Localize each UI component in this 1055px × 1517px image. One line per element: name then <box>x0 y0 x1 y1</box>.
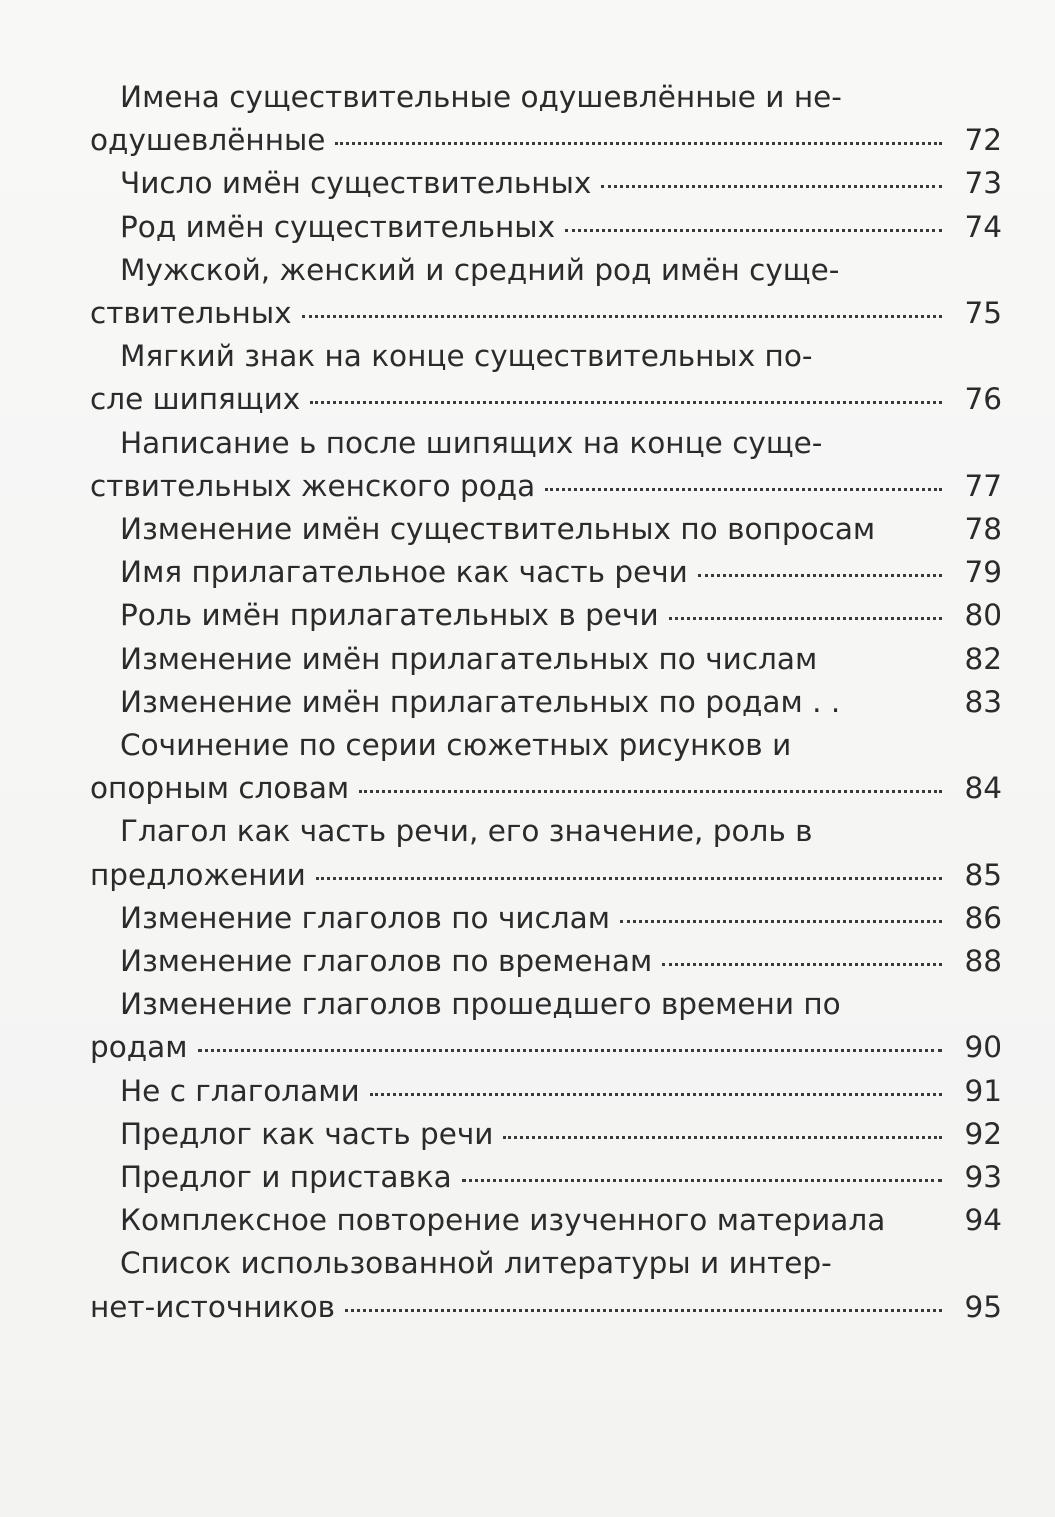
toc-entry <box>90 897 1002 940</box>
toc-page-number: 86 <box>964 900 1002 935</box>
toc-entry <box>90 76 1002 162</box>
toc-entry-row <box>90 854 1002 897</box>
toc-entry-title: Имя прилагательное как часть речи <box>120 555 688 590</box>
dot-leader <box>462 1177 942 1182</box>
toc-entry-title: Изменение имён прилагательных по родам . . <box>120 684 841 719</box>
toc-entry-row <box>90 206 1002 249</box>
toc-entry-row <box>90 378 1002 421</box>
toc-page-number: 92 <box>964 1116 1002 1151</box>
toc-page-number: 95 <box>964 1289 1002 1324</box>
toc-entry <box>90 206 1002 249</box>
dot-leader <box>669 615 942 620</box>
toc-entry-title-line: Список использованной литературы и интер- <box>120 1246 832 1281</box>
toc-entry-title: Предлог как часть речи <box>120 1116 494 1151</box>
dot-leader <box>302 313 942 318</box>
toc-entry-title: сле шипящих <box>90 382 301 417</box>
dot-leader <box>620 918 942 923</box>
toc-entry-row <box>90 940 1002 983</box>
toc-entry-row <box>90 1286 1002 1329</box>
toc-entry <box>90 1156 1002 1199</box>
dot-leader <box>601 183 942 188</box>
toc-entry-row <box>90 162 1002 205</box>
dot-leader <box>370 1091 942 1096</box>
toc-entry-title-line: Написание ь после шипящих на конце суще- <box>120 425 823 460</box>
toc-page-number: 90 <box>964 1030 1002 1065</box>
toc-page-number: 76 <box>964 382 1002 417</box>
toc-page-number: 82 <box>964 641 1002 676</box>
toc-page-number: 73 <box>964 166 1002 201</box>
toc-entry-title-line: Сочинение по серии сюжетных рисунков и <box>120 728 792 763</box>
toc-entry-row <box>90 767 1002 810</box>
dot-leader <box>662 961 942 966</box>
dot-leader <box>827 662 942 664</box>
toc-entry-title: ствительных <box>90 296 292 331</box>
dot-leader <box>310 399 942 404</box>
toc-entry-title: Изменение глаголов по числам <box>120 900 610 935</box>
toc-entry-title: Изменение имён существительных по вопросам <box>120 512 876 547</box>
dot-leader <box>545 486 942 491</box>
toc-entry-row <box>90 1113 1002 1156</box>
toc-entry-title: Роль имён прилагательных в речи <box>120 598 659 633</box>
toc-entry-title: нет-источников <box>90 1289 336 1324</box>
toc-entry-row <box>90 1199 1002 1242</box>
toc-entry <box>90 638 1002 681</box>
toc-entry <box>90 724 1002 810</box>
toc-entry-title-line: Глагол как часть речи, его значение, роль в <box>120 814 813 849</box>
toc-entry <box>90 1113 1002 1156</box>
toc-entry-row <box>90 1156 1002 1199</box>
dot-leader <box>316 875 942 880</box>
dot-leader <box>359 788 942 793</box>
toc-entry-title: Не с глаголами <box>120 1073 360 1108</box>
toc-entry-row <box>90 638 1002 681</box>
toc-entry <box>90 1070 1002 1113</box>
toc-entry-row <box>90 465 1002 508</box>
dot-leader <box>565 227 942 232</box>
dot-leader <box>503 1134 942 1139</box>
toc-entry <box>90 1199 1002 1242</box>
toc-entry-title: опорным словам <box>90 771 350 806</box>
dot-leader <box>345 1307 942 1312</box>
toc-entry-title-line: Мягкий знак на конце существительных по- <box>120 339 813 374</box>
toc-entry <box>90 940 1002 983</box>
toc-entry-row <box>90 1070 1002 1113</box>
toc-entry-row <box>90 681 1002 724</box>
toc-entry-title-line: Имена существительные одушевлённые и не- <box>120 80 842 114</box>
toc-entry <box>90 508 1002 551</box>
toc-entry-title: Предлог и приставка <box>120 1160 452 1195</box>
toc-page-number: 94 <box>964 1203 1002 1238</box>
toc-page-number: 74 <box>964 209 1002 244</box>
toc-entry-title: Род имён существительных <box>120 209 556 244</box>
dot-leader <box>198 1047 942 1052</box>
toc-entry-row <box>90 119 1002 162</box>
toc-entry <box>90 551 1002 594</box>
toc-entry-title: Число имён существительных <box>120 166 592 201</box>
toc-entry <box>90 335 1002 421</box>
toc-page-number: 75 <box>964 296 1002 331</box>
toc-entry <box>90 422 1002 508</box>
toc-page-number: 79 <box>964 555 1002 590</box>
dot-leader <box>895 1223 942 1225</box>
toc-entry-title-line: Мужской, женский и средний род имён суще- <box>120 252 840 287</box>
toc-entry-title: Комплексное повторение изученного материала <box>120 1203 886 1238</box>
toc-page-number: 83 <box>964 684 1002 719</box>
toc-entry <box>90 810 1002 896</box>
toc-page-number: 77 <box>964 468 1002 503</box>
toc-page-number: 80 <box>964 598 1002 633</box>
toc-entry <box>90 162 1002 205</box>
toc-entry-title: родам <box>90 1030 188 1065</box>
dot-leader <box>698 572 942 577</box>
toc-page-number: 72 <box>964 123 1002 158</box>
toc-entry-title: предложении <box>90 857 306 892</box>
dot-leader <box>335 140 942 145</box>
table-of-contents <box>90 76 1002 1329</box>
toc-entry-row <box>90 1026 1002 1069</box>
toc-entry <box>90 1242 1002 1328</box>
toc-entry-row <box>90 897 1002 940</box>
toc-entry <box>90 594 1002 637</box>
toc-page-number: 91 <box>964 1073 1002 1108</box>
toc-entry-title: ствительных женского рода <box>90 468 536 503</box>
toc-entry-row <box>90 292 1002 335</box>
toc-entry-title: одушевлённые <box>90 123 326 158</box>
toc-page-number: 85 <box>964 857 1002 892</box>
toc-entry-row <box>90 508 1002 551</box>
toc-entry <box>90 983 1002 1069</box>
toc-entry-row <box>90 551 1002 594</box>
toc-entry-row <box>90 594 1002 637</box>
dot-leader <box>885 532 942 534</box>
toc-entry-title: Изменение глаголов по временам <box>120 944 653 979</box>
toc-page-number: 93 <box>964 1160 1002 1195</box>
toc-page-number: 88 <box>964 944 1002 979</box>
dot-leader <box>850 705 942 707</box>
toc-page-number: 78 <box>964 512 1002 547</box>
toc-entry <box>90 249 1002 335</box>
toc-entry-title: Изменение имён прилагательных по числам <box>120 641 818 676</box>
toc-entry-title-line: Изменение глаголов прошедшего времени по <box>120 987 841 1022</box>
toc-entry <box>90 681 1002 724</box>
toc-page-number: 84 <box>964 771 1002 806</box>
